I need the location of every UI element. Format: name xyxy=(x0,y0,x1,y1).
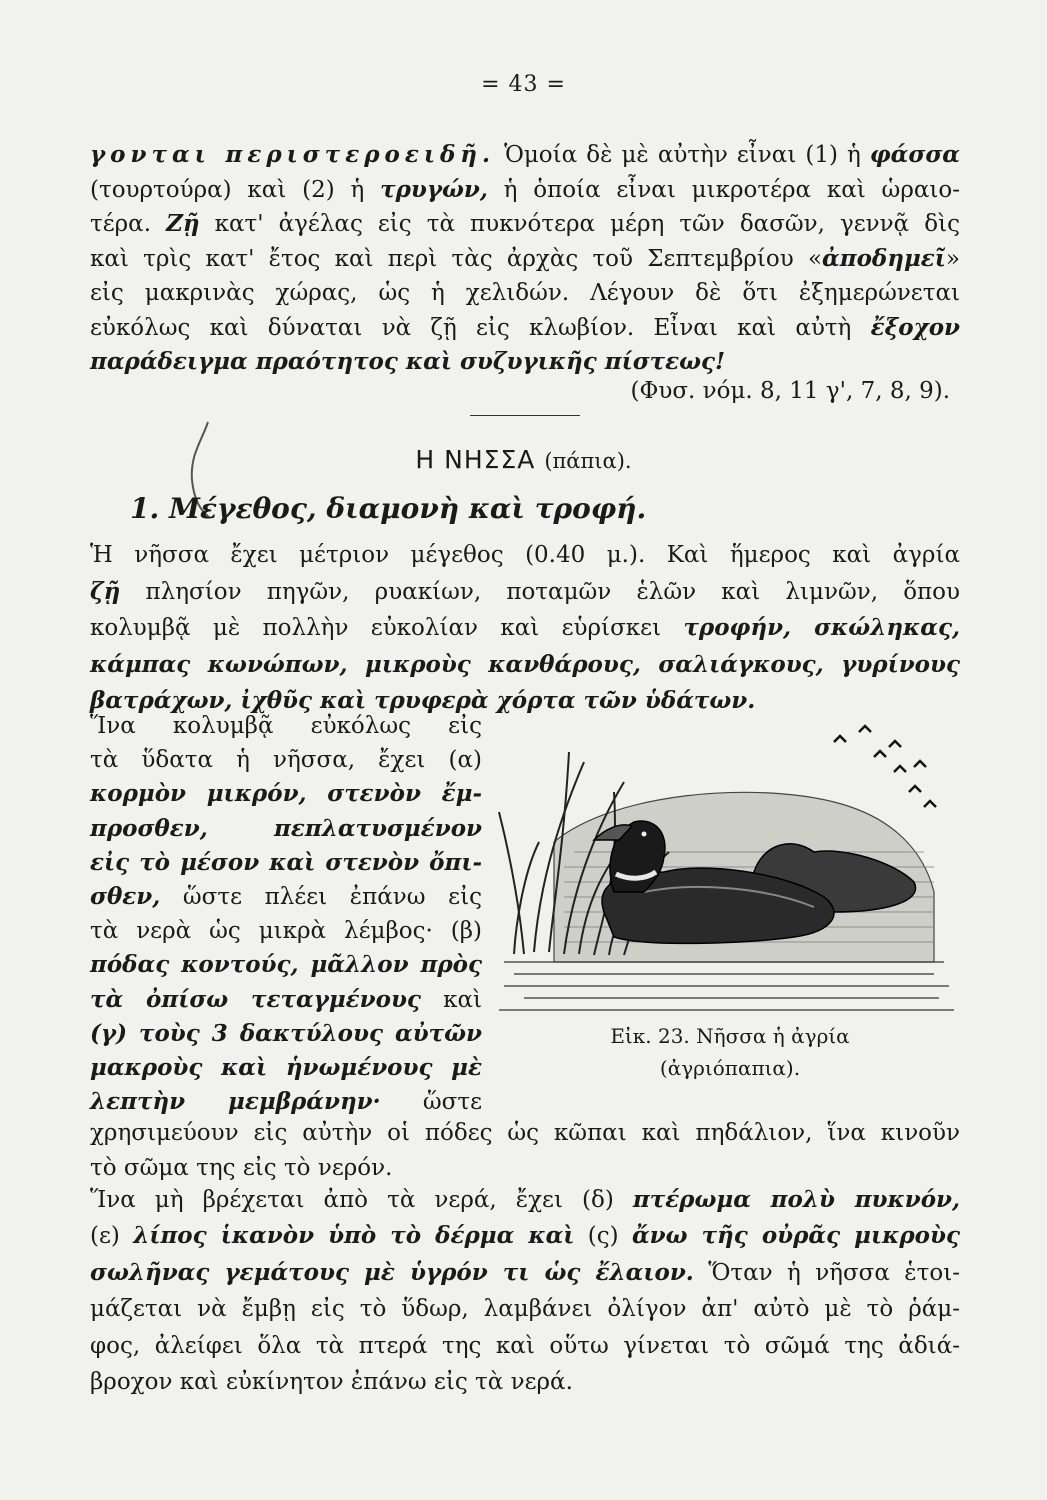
emphasized-text: τὰ ὀπίσω τεταγμένους xyxy=(90,985,421,1013)
text-line xyxy=(90,650,960,680)
emphasized-text: τροφήν, σκώληκας, xyxy=(683,614,960,641)
text-segment: καὶ τρὶς κατ' ἔτος καὶ περὶ τὰς ἀρχὰς τοῦ Σεπτεμβρίου « xyxy=(90,245,823,272)
text-segment: Ἡ νῆσσα ἔχει μέτριον μέγεθος (0.40 μ.). Καὶ ἥμερος καὶ ἀγρία xyxy=(90,542,960,568)
text-segment: κατ' ἀγέλας εἰς τὰ πυκνότερα μέρη τῶν δασῶν, γεννᾷ δὶς xyxy=(199,211,960,237)
text-line xyxy=(90,1258,960,1288)
emphasized-text: φάσσα xyxy=(869,141,960,168)
text-segment: τέρα. xyxy=(90,211,167,237)
text-segment: ὥστε πλέει ἐπάνω εἰς xyxy=(160,884,482,910)
text-segment: πλησίον πηγῶν, ρυακίων, ποταμῶν ἑλῶν καὶ λιμνῶν, ὅπου xyxy=(120,578,960,605)
emphasized-text: σωλῆνας γεμάτους μὲ ὑγρόν τι ὡς ἔλαιον. xyxy=(90,1258,694,1286)
page-number: = 43 = xyxy=(481,72,566,97)
emphasized-text: μακροὺς καὶ ἡνωμένους μὲ xyxy=(90,1054,482,1081)
text-line xyxy=(90,175,960,205)
emphasized-text: ἀποδημεῖ xyxy=(822,244,946,272)
emphasized-text: τρυγών, xyxy=(380,175,488,203)
intro-reference: (Φυσ. νόμ. 8, 11 γ', 7, 8, 9). xyxy=(630,378,950,404)
text-line xyxy=(90,1118,960,1148)
text-segment: (τουρτούρα) καὶ (2) ἡ xyxy=(90,176,381,203)
text-line xyxy=(90,209,960,239)
text-line xyxy=(90,1153,960,1183)
emphasized-text: παράδειγμα πραότητος καὶ συζυγικῆς πίστεως! xyxy=(90,348,726,375)
text-line xyxy=(90,745,482,775)
emphasized-text: λεπτὴν μεμβράνην· xyxy=(90,1088,381,1116)
text-line xyxy=(90,985,482,1015)
emphasized-text: ἄνω τῆς οὐρᾶς μικροὺς xyxy=(631,1222,960,1250)
section-divider xyxy=(470,415,580,416)
text-segment: (ε) xyxy=(90,1223,134,1250)
emphasized-text: πτέρωμα πολὺ πυκνόν, xyxy=(632,1186,960,1213)
text-line xyxy=(90,1019,482,1049)
emphasized-text: βατράχων, ἰχθῦς καὶ τρυφερὰ χόρτα τῶν ὑδάτων. xyxy=(90,687,756,714)
text-line xyxy=(90,140,960,170)
emphasized-text: σθεν, xyxy=(90,883,161,910)
text-line xyxy=(90,779,482,809)
emphasized-text: ἔξοχον xyxy=(870,313,960,341)
text-segment: (ς) xyxy=(574,1223,632,1250)
text-line xyxy=(90,882,482,912)
text-line xyxy=(90,1053,482,1083)
text-line xyxy=(90,814,482,844)
emphasized-text: προσθεν, πεπλατυσμένον xyxy=(90,814,482,842)
text-line xyxy=(90,540,960,570)
text-line xyxy=(90,1087,482,1117)
text-segment: τὰ ὕδατα ἡ νῆσσα, ἔχει (α) xyxy=(90,747,482,774)
text-segment: κολυμβᾷ μὲ πολλὴν εὐκολίαν καὶ εὑρίσκει xyxy=(90,615,684,641)
text-line xyxy=(90,1367,960,1397)
text-line xyxy=(90,1331,960,1361)
emphasized-text: κορμὸν μικρόν, στενὸν ἔμ- xyxy=(90,780,482,808)
text-line xyxy=(90,244,960,274)
emphasized-text: λίπος ἱκανὸν ὑπὸ τὸ δέρμα καὶ xyxy=(133,1222,575,1250)
text-segment: βροχον καὶ εὐκίνητον ἐπάνω εἰς τὰ νερά. xyxy=(90,1369,573,1395)
emphasized-text: γονται περιστεροειδῆ. xyxy=(90,141,496,168)
text-segment: Ἵνα μὴ βρέχεται ἀπὸ τὰ νερά, ἔχει (δ) xyxy=(90,1187,633,1213)
text-segment: Ἵνα κολυμβᾷ εὐκόλως εἰς xyxy=(90,713,482,739)
text-segment: ἡ ὁποία εἶναι μικροτέρα καὶ ὡραιο- xyxy=(487,176,961,203)
emphasized-text: ζῇ xyxy=(90,577,121,605)
text-line xyxy=(90,848,482,878)
text-line xyxy=(90,613,960,643)
text-segment: ὥστε xyxy=(380,1089,482,1116)
emphasized-text: κάμπας κωνώπων, μικροὺς κανθάρους, σαλιάγκους, γυρίνους xyxy=(90,650,960,678)
figure-caption-line-2: (ἀγριόπαπια). xyxy=(659,1056,801,1080)
text-segment: φος, ἀλείφει ὅλα τὰ πτερά της καὶ οὕτω γίνεται τὸ σῶμά της ἀδιά- xyxy=(90,1332,960,1359)
text-line xyxy=(90,278,960,308)
section-subtitle: (πάπια). xyxy=(544,449,632,473)
text-line xyxy=(90,577,960,607)
text-segment: Ὁμοία δὲ μὲ αὐτὴν εἶναι (1) ἡ xyxy=(495,142,870,168)
text-line xyxy=(90,347,960,377)
section-title xyxy=(0,445,1047,474)
text-segment: τὸ σῶμα της εἰς τὸ νερόν. xyxy=(90,1155,393,1181)
section-title-text: Η ΝΗΣΣΑ xyxy=(415,445,536,474)
text-segment: Ὅταν ἡ νῆσσα ἑτοι- xyxy=(693,1259,960,1286)
emphasized-text: πόδας κοντούς, μᾶλλον πρὸς xyxy=(90,951,482,979)
emphasized-text: (γ) τοὺς 3 δακτύλους αὐτῶν xyxy=(90,1019,482,1047)
emphasized-text: Ζῇ xyxy=(166,210,200,237)
text-segment: χρησιμεύουν εἰς αὐτὴν οἱ πόδες ὡς κῶπαι καὶ πηδάλιον, ἵνα κινοῦν xyxy=(90,1120,960,1146)
text-segment: μάζεται νὰ ἔμβῃ εἰς τὸ ὕδωρ, λαμβάνει ὀλίγον ἀπ' αὐτὸ μὲ τὸ ῥάμ- xyxy=(90,1296,960,1323)
text-line xyxy=(90,916,482,946)
text-line xyxy=(90,950,482,980)
figure-caption-line-1: Εἰκ. 23. Νῆσσα ἡ ἀγρία xyxy=(610,1024,850,1048)
text-line xyxy=(90,1221,960,1251)
text-segment: καὶ xyxy=(420,986,482,1013)
subsection-title: 1. Μέγεθος, διαμονὴ καὶ τροφή. xyxy=(130,492,647,525)
text-segment: εἰς μακρινὰς χώρας, ὡς ἡ χελιδών. Λέγουν δὲ ὅτι ἐξημερώνεται xyxy=(90,280,960,306)
text-segment: τὰ νερὰ ὡς μικρὰ λέμβος· (β) xyxy=(90,918,482,945)
text-line xyxy=(90,1294,960,1324)
text-segment: εὐκόλως καὶ δύναται νὰ ζῇ εἰς κλωβίον. Εἶναι καὶ αὐτὴ xyxy=(90,314,871,341)
duck-illustration xyxy=(494,722,956,1014)
text-segment: » xyxy=(945,245,960,272)
text-line xyxy=(90,1185,960,1215)
text-line xyxy=(90,313,960,343)
emphasized-text: εἰς τὸ μέσον καὶ στενὸν ὄπι- xyxy=(90,848,482,876)
text-line xyxy=(90,711,482,741)
